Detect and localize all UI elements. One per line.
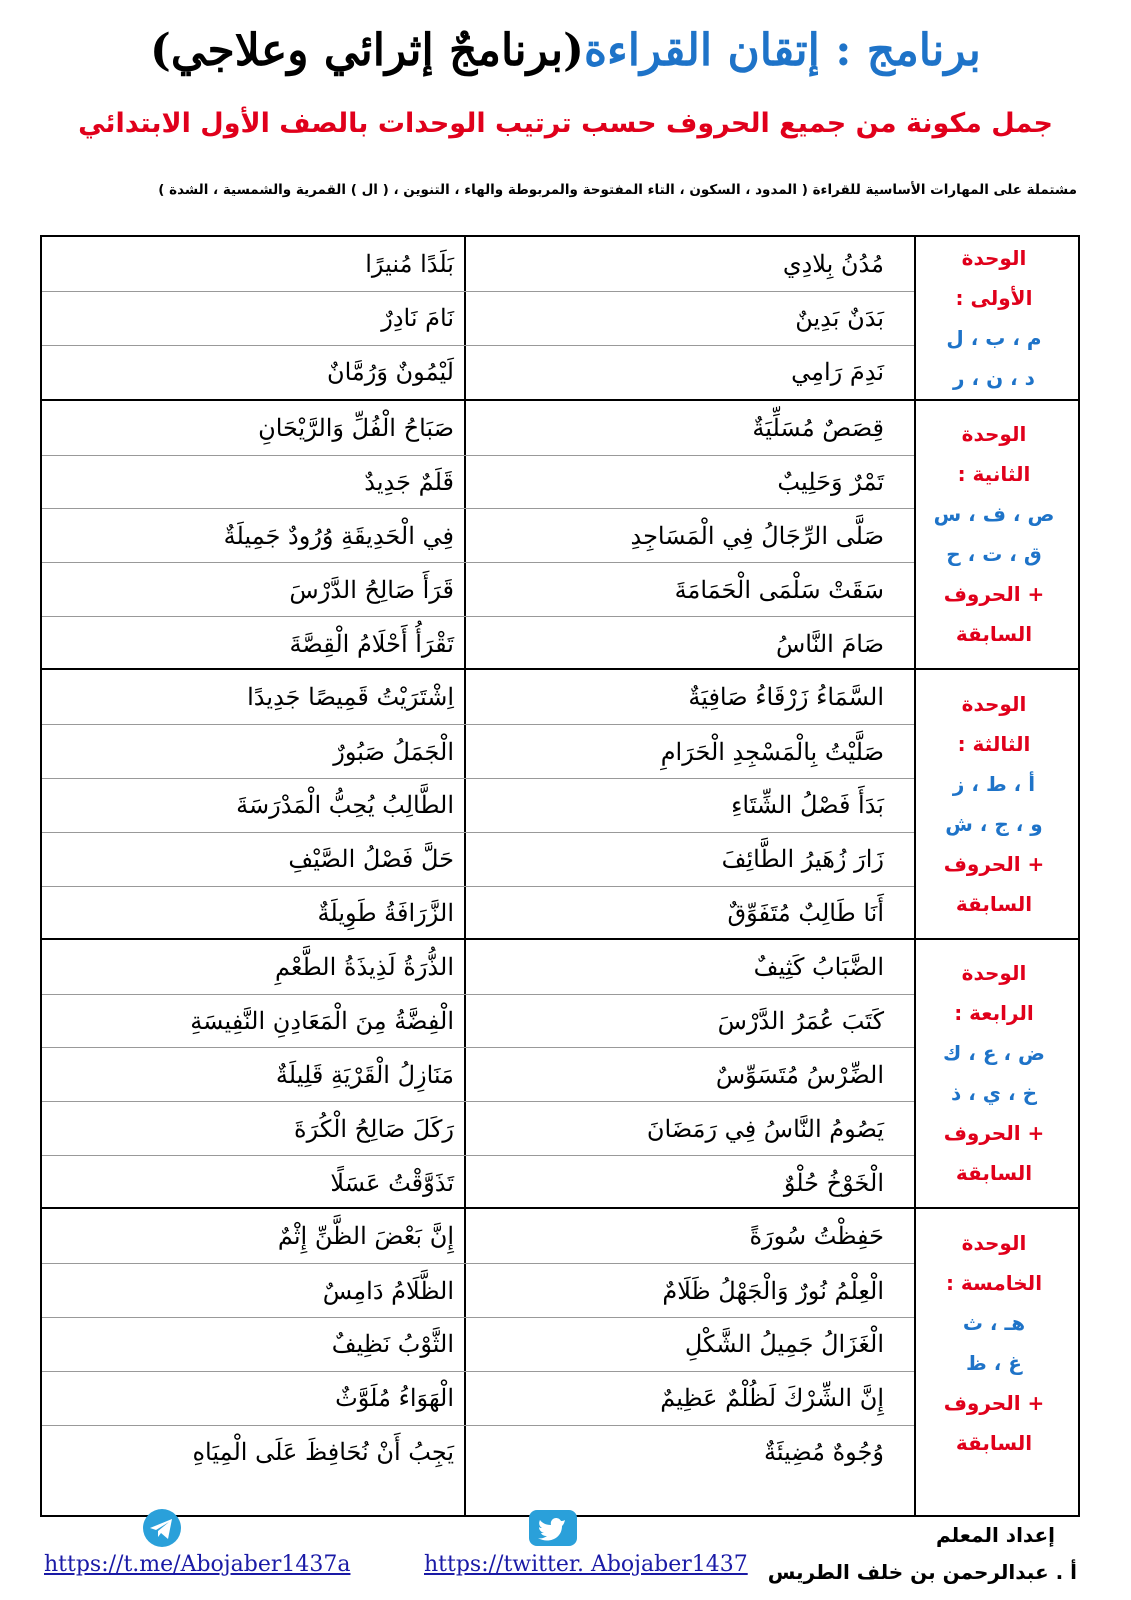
unit-letters: ص ، ف ، س (933, 502, 1055, 527)
unit-section (42, 938, 1078, 1208)
sentence-right: الضَّبَابُ كَثِيفٌ (753, 952, 884, 981)
sentence-left: الْهَوَاءُ مُلَوَّثٌ (335, 1384, 454, 1413)
sentence-right: إِنَّ الشِّرْكَ لَظُلْمٌ عَظِيمٌ (660, 1384, 884, 1413)
skills-note: مشتملة على المهارات الأساسية للقراءة ( المدود ، السكون ، التاء المفتوحة والمربوطة والهاء ، التنوين ، ( ال ) القمرية والشمسية ، الشدة ) (158, 182, 1077, 198)
title-program: برنامج : (819, 25, 981, 76)
unit-letters: هـ ، ث (962, 1310, 1026, 1335)
sentence-row (42, 886, 914, 940)
unit-title: الخامسة : (945, 1270, 1043, 1295)
sentence-right: الْخَوْخُ حُلْوٌ (783, 1168, 884, 1197)
sentence-row (42, 1101, 914, 1155)
sentence-left: صَبَاحُ الْفُلِّ وَالرَّيْحَانِ (258, 413, 454, 442)
sentence-left: مَنَازِلُ الْقَرْيَةِ قَلِيلَةٌ (275, 1060, 454, 1089)
unit-label (910, 670, 1078, 938)
title-program-name: إتقان القراءة (584, 25, 820, 76)
unit-section (42, 237, 1078, 399)
sentence-left: الذُّرَةُ لَذِيذَةُ الطَّعْمِ (275, 952, 454, 981)
sentence-row (42, 670, 914, 724)
sentence-left: الْجَمَلُ صَبُورٌ (333, 737, 454, 766)
sentence-right: سَقَتْ سَلْمَى الْحَمَامَةَ (674, 575, 884, 604)
sentence-right: نَدِمَ رَامِي (791, 358, 884, 387)
sentence-row (42, 1263, 914, 1317)
sentence-row (42, 237, 914, 291)
unit-title: الوحدة (961, 691, 1027, 716)
sentence-left: بَلَدًا مُنيرًا (365, 249, 454, 278)
sentence-left: نَامَ نَادِرٌ (381, 304, 454, 333)
sentence-right: بَدَأَ فَصْلُ الشِّتَاءِ (731, 791, 884, 820)
sentence-row (42, 1317, 914, 1371)
sentence-left: إِنَّ بَعْضَ الظَّنِّ إِثْمٌ (277, 1222, 454, 1251)
page-subtitle: جمل مكونة من جميع الحروف حسب ترتيب الوحدات بالصف الأول الابتدائي (78, 108, 1053, 139)
unit-letters: ض ، ع ، ك (943, 1041, 1045, 1066)
sentence-left: الثَّوْبُ نَظِيفٌ (331, 1330, 454, 1359)
unit-previous-letters: + الحروف (943, 1121, 1045, 1146)
page-title (0, 22, 1131, 80)
unit-letters: ق ، ت ، ح (946, 542, 1042, 567)
unit-section (42, 668, 1078, 938)
unit-title: الرابعة : (954, 1001, 1034, 1026)
sentence-row (42, 1155, 914, 1209)
unit-previous-letters: السابقة (955, 1430, 1033, 1455)
sentence-left: الطَّالِبُ يُحِبُّ الْمَدْرَسَةَ (236, 791, 454, 820)
unit-letters: م ، ب ، ل (946, 325, 1042, 350)
telegram-link[interactable]: https://t.me/Abojaber1437a (44, 1552, 351, 1577)
sentence-left: الزَّرَافَةُ طَوِيلَةٌ (317, 899, 454, 928)
unit-previous-letters: السابقة (955, 622, 1033, 647)
sentence-row (42, 455, 914, 509)
unit-letters: و ، ج ، ش (945, 811, 1043, 836)
unit-label (910, 401, 1078, 669)
sentence-right: وُجُوهٌ مُضِيئَةٌ (763, 1438, 884, 1467)
unit-letters: غ ، ظ (966, 1350, 1022, 1375)
sentence-row (42, 940, 914, 994)
sentence-right: صَامَ النَّاسُ (775, 629, 884, 658)
unit-letters: أ ، ط ، ز (952, 771, 1036, 796)
sentence-right: زَارَ زُهَيرُ الطَّائِفَ (721, 845, 884, 874)
unit-letters: د ، ن ، ر (953, 365, 1035, 390)
sentence-right: كَتَبَ عُمَرُ الدَّرْسَ (717, 1007, 884, 1036)
sentence-row (42, 778, 914, 832)
sentence-row (42, 1047, 914, 1101)
sentence-right: صَلَّيْتُ بِالْمَسْجِدِ الْحَرَامِ (660, 737, 884, 766)
sentence-row (42, 562, 914, 616)
sentence-left: لَيْمُونٌ وَرُمَّانٌ (326, 358, 454, 387)
sentence-row (42, 1209, 914, 1263)
twitter-link[interactable]: https://twitter. Abojaber1437 (424, 1552, 748, 1577)
sentence-row (42, 1371, 914, 1425)
sentence-row (42, 616, 914, 670)
unit-section (42, 1207, 1078, 1477)
sentence-left: رَكَلَ صَالِحُ الْكُرَةَ (294, 1114, 454, 1143)
twitter-icon[interactable] (527, 1508, 579, 1548)
author-name: أ . عبدالرحمن بن خلف الطريس (767, 1560, 1077, 1584)
sentence-left: اِشْتَرَيْتُ قَمِيصًا جَدِيدًا (247, 683, 454, 712)
sentence-left: فِي الْحَدِيقَةِ وُرُودٌ جَمِيلَةٌ (223, 521, 454, 550)
sentence-right: السَّمَاءُ زَرْقَاءُ صَافِيَةٌ (688, 683, 884, 712)
sentence-row (42, 724, 914, 778)
unit-title: الوحدة (961, 245, 1027, 270)
unit-previous-letters: السابقة (955, 891, 1033, 916)
sentence-right: الْعِلْمُ نُورٌ وَالْجَهْلُ ظَلَامٌ (662, 1276, 884, 1305)
unit-previous-letters: + الحروف (943, 582, 1045, 607)
sentence-left: الْفِضَّةُ مِنَ الْمَعَادِنِ النَّفِيسَةِ (190, 1007, 454, 1036)
sentence-right: صَلَّى الرِّجَالُ فِي الْمَسَاجِدِ (630, 521, 884, 550)
sentence-row (42, 994, 914, 1048)
unit-previous-letters: السابقة (955, 1161, 1033, 1186)
unit-title: الوحدة (961, 422, 1027, 447)
sentence-right: الْغَزَالُ جَمِيلُ الشَّكْلِ (684, 1330, 884, 1359)
unit-title: الأولى : (955, 285, 1033, 310)
unit-label (910, 1209, 1078, 1477)
sentence-left: الظَّلَامُ دَامِسٌ (322, 1276, 454, 1305)
credit-label: إعداد المعلم (935, 1523, 1055, 1547)
sentence-row (42, 832, 914, 886)
unit-title: الوحدة (961, 1230, 1027, 1255)
sentence-right: الضِّرْسُ مُتَسَوِّسٌ (715, 1060, 884, 1089)
sentence-left: قَلَمٌ جَدِيدٌ (364, 468, 454, 497)
title-program-type: (برنامجٌ إثرائي وعلاجي) (150, 25, 584, 76)
unit-section (42, 399, 1078, 669)
sentence-left: حَلَّ فَصْلُ الصَّيْفِ (288, 845, 454, 874)
sentence-left: تَقْرَأُ أَحْلَامُ الْقِصَّةَ (289, 629, 454, 658)
unit-title: الثالثة : (957, 731, 1031, 756)
sentence-row (42, 1425, 914, 1479)
unit-letters: خ ، ي ، ذ (950, 1081, 1038, 1106)
sentence-row (42, 345, 914, 399)
sentence-right: بَدَنٌ بَدِينٌ (795, 304, 884, 333)
sentence-row (42, 401, 914, 455)
unit-title: الوحدة (961, 961, 1027, 986)
unit-previous-letters: + الحروف (943, 851, 1045, 876)
sentence-left: تَذَوَّقْتُ عَسَلًا (330, 1168, 454, 1197)
sentence-right: حَفِظْتُ سُورَةً (749, 1222, 884, 1251)
sentence-right: تَمْرٌ وَحَلِيبٌ (777, 468, 884, 497)
sentences-table (40, 235, 1080, 1517)
sentence-right: يَصُومُ النَّاسُ فِي رَمَضَانَ (646, 1114, 884, 1143)
sentence-right: مُدُنُ بِلادِي (782, 249, 884, 278)
sentence-right: قِصَصٌ مُسَلِّيَةٌ (752, 413, 884, 442)
sentence-right: أَنَا طَالِبٌ مُتَفَوِّقٌ (727, 899, 884, 928)
telegram-icon[interactable] (138, 1508, 186, 1548)
unit-previous-letters: + الحروف (943, 1390, 1045, 1415)
sentence-left: يَجِبُ أَنْ نُحَافِظَ عَلَى الْمِيَاهِ (192, 1438, 454, 1467)
sentence-left: قَرَأَ صَالِحُ الدَّرْسَ (289, 575, 454, 604)
unit-label (910, 940, 1078, 1208)
unit-label (910, 237, 1078, 399)
sentence-row (42, 508, 914, 562)
sentence-row (42, 291, 914, 345)
unit-title: الثانية : (957, 462, 1031, 487)
